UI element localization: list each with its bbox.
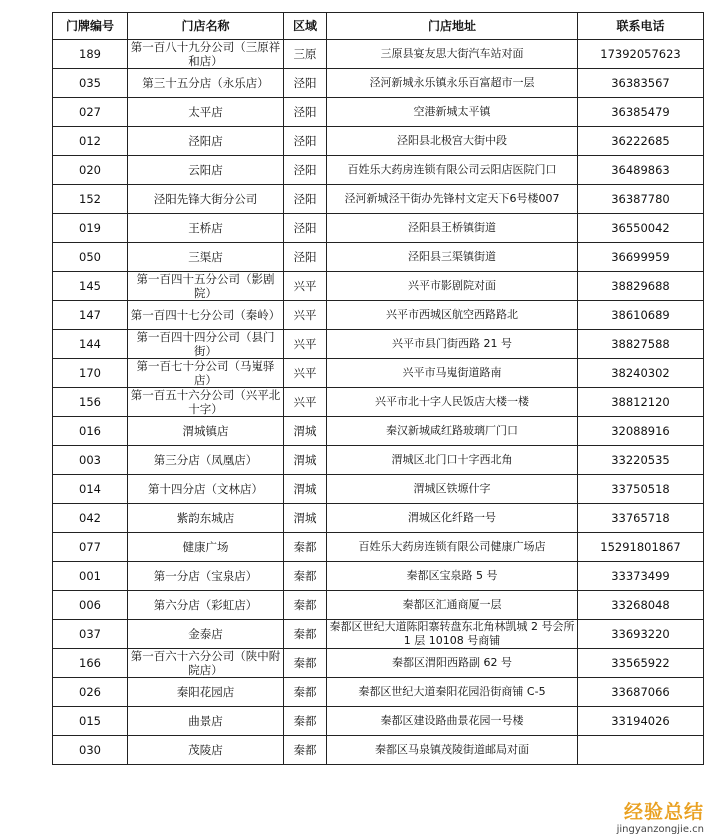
cell-store-address: 秦都区宝泉路 5 号 bbox=[327, 562, 578, 591]
cell-phone: 33373499 bbox=[578, 562, 704, 591]
table-row bbox=[53, 69, 704, 98]
cell-store-number: 027 bbox=[53, 98, 128, 127]
cell-store-name: 健康广场 bbox=[128, 533, 284, 562]
cell-phone: 15291801867 bbox=[578, 533, 704, 562]
cell-store-name: 第三十五分店（永乐店） bbox=[128, 69, 284, 98]
cell-store-number: 050 bbox=[53, 243, 128, 272]
cell-store-address: 泾阳县北极宫大街中段 bbox=[327, 127, 578, 156]
table-row bbox=[53, 533, 704, 562]
cell-store-address: 秦都区世纪大道秦阳花园沿街商铺 C-5 bbox=[327, 678, 578, 707]
cell-store-name: 金泰店 bbox=[128, 620, 284, 649]
cell-store-address: 兴平市西城区航空西路路北 bbox=[327, 301, 578, 330]
cell-phone: 38827588 bbox=[578, 330, 704, 359]
header-phone: 联系电话 bbox=[578, 13, 704, 40]
cell-store-address: 秦都区世纪大道陈阳寨转盘东北角林凯城 2 号会所 1 层 10108 号商铺 bbox=[327, 620, 578, 649]
watermark bbox=[617, 797, 704, 835]
table-row bbox=[53, 591, 704, 620]
cell-region: 秦都 bbox=[284, 736, 327, 765]
table-row bbox=[53, 417, 704, 446]
cell-store-address: 渭城区化纤路一号 bbox=[327, 504, 578, 533]
cell-store-name: 云阳店 bbox=[128, 156, 284, 185]
cell-region: 兴平 bbox=[284, 330, 327, 359]
cell-phone: 36222685 bbox=[578, 127, 704, 156]
cell-store-address: 渭城区铁塬什字 bbox=[327, 475, 578, 504]
cell-phone: 36699959 bbox=[578, 243, 704, 272]
cell-phone: 33565922 bbox=[578, 649, 704, 678]
cell-store-number: 020 bbox=[53, 156, 128, 185]
cell-store-name: 茂陵店 bbox=[128, 736, 284, 765]
cell-region: 秦都 bbox=[284, 678, 327, 707]
cell-store-name: 第一百八十九分公司（三原祥和店） bbox=[128, 40, 284, 69]
table-row bbox=[53, 40, 704, 69]
cell-phone: 33268048 bbox=[578, 591, 704, 620]
cell-store-name: 泾阳先锋大街分公司 bbox=[128, 185, 284, 214]
table-row bbox=[53, 562, 704, 591]
table-row bbox=[53, 388, 704, 417]
cell-phone: 17392057623 bbox=[578, 40, 704, 69]
cell-phone: 33220535 bbox=[578, 446, 704, 475]
header-store-address: 门店地址 bbox=[327, 13, 578, 40]
table-row bbox=[53, 736, 704, 765]
table-row bbox=[53, 301, 704, 330]
header-store-name: 门店名称 bbox=[128, 13, 284, 40]
cell-region: 兴平 bbox=[284, 301, 327, 330]
cell-region: 三原 bbox=[284, 40, 327, 69]
cell-store-number: 147 bbox=[53, 301, 128, 330]
header-store-number: 门牌编号 bbox=[53, 13, 128, 40]
watermark-url: jingyanzongjie.cn bbox=[616, 824, 704, 835]
table-body bbox=[53, 40, 704, 765]
cell-store-address: 百姓乐大药房连锁有限公司云阳店医院门口 bbox=[327, 156, 578, 185]
cell-phone: 38610689 bbox=[578, 301, 704, 330]
cell-store-address: 秦汉新城咸红路玻璃厂门口 bbox=[327, 417, 578, 446]
cell-store-number: 016 bbox=[53, 417, 128, 446]
cell-store-address: 秦都区建设路曲景花园一号楼 bbox=[327, 707, 578, 736]
cell-phone: 33765718 bbox=[578, 504, 704, 533]
cell-store-number: 170 bbox=[53, 359, 128, 388]
cell-region: 秦都 bbox=[284, 533, 327, 562]
cell-store-name: 太平店 bbox=[128, 98, 284, 127]
cell-store-address: 兴平市县门街西路 21 号 bbox=[327, 330, 578, 359]
cell-store-number: 037 bbox=[53, 620, 128, 649]
header-region: 区域 bbox=[284, 13, 327, 40]
cell-store-address: 空港新城太平镇 bbox=[327, 98, 578, 127]
table-row bbox=[53, 649, 704, 678]
cell-store-address: 秦都区马泉镇茂陵街道邮局对面 bbox=[327, 736, 578, 765]
cell-store-name: 第三分店（凤凰店） bbox=[128, 446, 284, 475]
cell-store-name: 第一百四十四分公司（县门街） bbox=[128, 330, 284, 359]
cell-store-name: 第一分店（宝泉店） bbox=[128, 562, 284, 591]
cell-store-number: 145 bbox=[53, 272, 128, 301]
table-row bbox=[53, 678, 704, 707]
cell-region: 秦都 bbox=[284, 562, 327, 591]
cell-phone: 36385479 bbox=[578, 98, 704, 127]
cell-region: 兴平 bbox=[284, 272, 327, 301]
cell-region: 渭城 bbox=[284, 417, 327, 446]
cell-store-name: 渭城镇店 bbox=[128, 417, 284, 446]
table-row bbox=[53, 707, 704, 736]
cell-store-number: 042 bbox=[53, 504, 128, 533]
cell-phone: 38240302 bbox=[578, 359, 704, 388]
cell-store-number: 152 bbox=[53, 185, 128, 214]
table-row bbox=[53, 330, 704, 359]
cell-region: 渭城 bbox=[284, 475, 327, 504]
cell-store-name: 第一百四十七分公司（秦岭） bbox=[128, 301, 284, 330]
cell-region: 泾阳 bbox=[284, 185, 327, 214]
table-row bbox=[53, 504, 704, 533]
cell-store-name: 泾阳店 bbox=[128, 127, 284, 156]
cell-store-name: 三渠店 bbox=[128, 243, 284, 272]
cell-store-number: 015 bbox=[53, 707, 128, 736]
header-row bbox=[53, 13, 704, 40]
cell-store-name: 第十四分店（文林店） bbox=[128, 475, 284, 504]
cell-store-number: 166 bbox=[53, 649, 128, 678]
cell-region: 渭城 bbox=[284, 504, 327, 533]
table-row bbox=[53, 359, 704, 388]
cell-store-number: 035 bbox=[53, 69, 128, 98]
cell-phone bbox=[578, 736, 704, 765]
cell-region: 泾阳 bbox=[284, 98, 327, 127]
cell-store-name: 曲景店 bbox=[128, 707, 284, 736]
table-row bbox=[53, 475, 704, 504]
table-row bbox=[53, 243, 704, 272]
table-row bbox=[53, 446, 704, 475]
cell-store-number: 012 bbox=[53, 127, 128, 156]
cell-store-address: 渭城区北门口十字西北角 bbox=[327, 446, 578, 475]
cell-region: 泾阳 bbox=[284, 214, 327, 243]
cell-store-name: 第六分店（彩虹店） bbox=[128, 591, 284, 620]
cell-store-address: 秦都区渭阳西路副 62 号 bbox=[327, 649, 578, 678]
cell-phone: 33687066 bbox=[578, 678, 704, 707]
table-row bbox=[53, 214, 704, 243]
cell-store-address: 兴平市北十字人民饭店大楼一楼 bbox=[327, 388, 578, 417]
table-row bbox=[53, 272, 704, 301]
cell-store-number: 144 bbox=[53, 330, 128, 359]
cell-region: 秦都 bbox=[284, 707, 327, 736]
cell-phone: 32088916 bbox=[578, 417, 704, 446]
cell-store-number: 019 bbox=[53, 214, 128, 243]
cell-store-name: 秦阳花园店 bbox=[128, 678, 284, 707]
cell-phone: 36383567 bbox=[578, 69, 704, 98]
cell-store-address: 百姓乐大药房连锁有限公司健康广场店 bbox=[327, 533, 578, 562]
cell-store-number: 077 bbox=[53, 533, 128, 562]
cell-store-number: 026 bbox=[53, 678, 128, 707]
cell-region: 兴平 bbox=[284, 359, 327, 388]
cell-region: 秦都 bbox=[284, 649, 327, 678]
cell-store-address: 三原县宴友思大街汽车站对面 bbox=[327, 40, 578, 69]
cell-store-name: 第一百七十分公司（马嵬驿店） bbox=[128, 359, 284, 388]
table-row bbox=[53, 620, 704, 649]
cell-region: 秦都 bbox=[284, 620, 327, 649]
cell-region: 秦都 bbox=[284, 591, 327, 620]
cell-store-address: 兴平市马嵬街道路南 bbox=[327, 359, 578, 388]
cell-phone: 36489863 bbox=[578, 156, 704, 185]
cell-store-name: 第一百五十六分公司（兴平北十字） bbox=[128, 388, 284, 417]
table-row bbox=[53, 156, 704, 185]
store-table bbox=[52, 12, 704, 765]
cell-store-name: 紫韵东城店 bbox=[128, 504, 284, 533]
table-row bbox=[53, 98, 704, 127]
cell-store-address: 泾河新城泾干街办先锋村文定天下6号楼007 bbox=[327, 185, 578, 214]
cell-store-name: 王桥店 bbox=[128, 214, 284, 243]
cell-phone: 36550042 bbox=[578, 214, 704, 243]
table-row bbox=[53, 127, 704, 156]
cell-store-address: 秦都区汇通商厦一层 bbox=[327, 591, 578, 620]
cell-store-name: 第一百四十五分公司（影剧院） bbox=[128, 272, 284, 301]
cell-store-number: 014 bbox=[53, 475, 128, 504]
cell-region: 泾阳 bbox=[284, 156, 327, 185]
cell-store-number: 003 bbox=[53, 446, 128, 475]
watermark-title: 经验总结 bbox=[623, 801, 704, 823]
cell-phone: 33693220 bbox=[578, 620, 704, 649]
cell-store-address: 兴平市影剧院对面 bbox=[327, 272, 578, 301]
cell-store-number: 189 bbox=[53, 40, 128, 69]
cell-store-address: 泾阳县三渠镇街道 bbox=[327, 243, 578, 272]
cell-store-name: 第一百六十六分公司（陕中附院店） bbox=[128, 649, 284, 678]
cell-store-number: 030 bbox=[53, 736, 128, 765]
cell-store-number: 006 bbox=[53, 591, 128, 620]
cell-phone: 38812120 bbox=[578, 388, 704, 417]
cell-phone: 38829688 bbox=[578, 272, 704, 301]
cell-store-number: 156 bbox=[53, 388, 128, 417]
cell-region: 泾阳 bbox=[284, 69, 327, 98]
cell-region: 渭城 bbox=[284, 446, 327, 475]
cell-store-address: 泾阳县王桥镇街道 bbox=[327, 214, 578, 243]
cell-phone: 33194026 bbox=[578, 707, 704, 736]
table-row bbox=[53, 185, 704, 214]
cell-store-number: 001 bbox=[53, 562, 128, 591]
cell-store-address: 泾河新城永乐镇永乐百富超市一层 bbox=[327, 69, 578, 98]
cell-phone: 33750518 bbox=[578, 475, 704, 504]
cell-phone: 36387780 bbox=[578, 185, 704, 214]
cell-region: 兴平 bbox=[284, 388, 327, 417]
cell-region: 泾阳 bbox=[284, 127, 327, 156]
cell-region: 泾阳 bbox=[284, 243, 327, 272]
